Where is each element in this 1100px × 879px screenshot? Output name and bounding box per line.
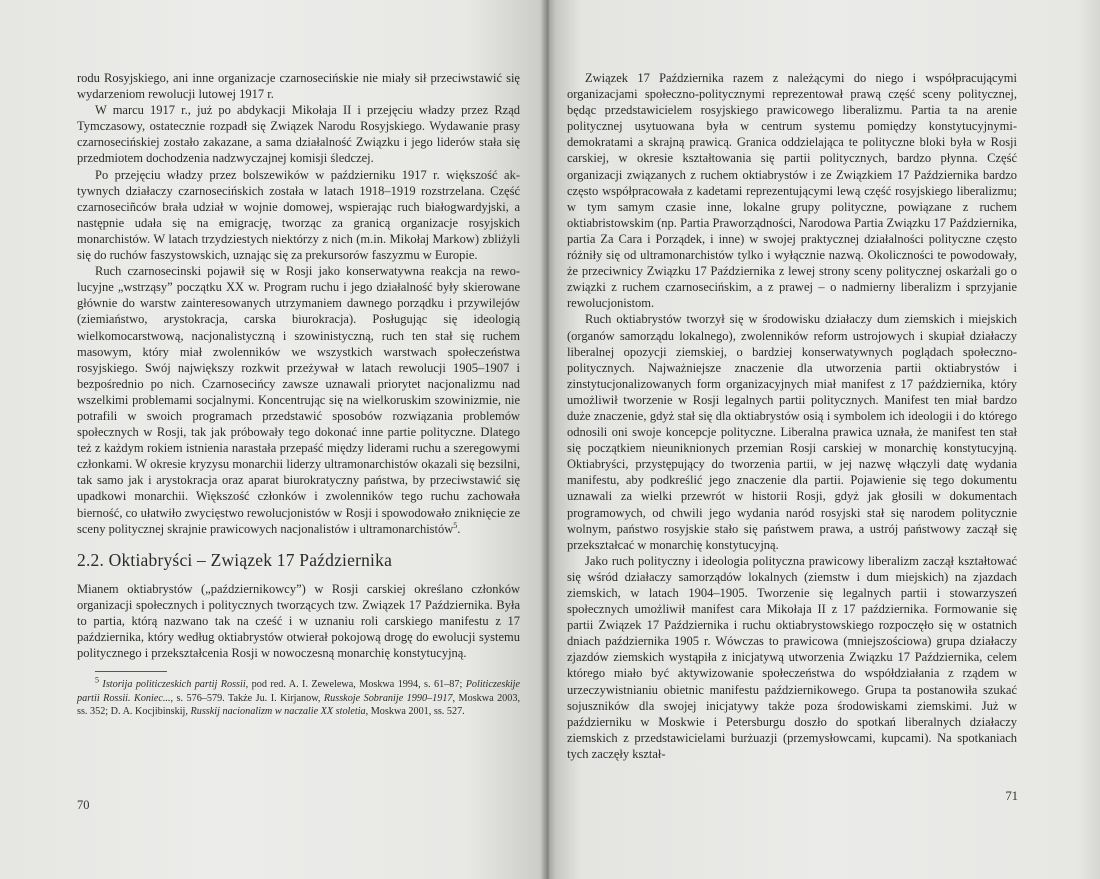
page-number-right: 71 — [1005, 789, 1018, 803]
left-text-column — [77, 70, 520, 719]
left-page — [0, 0, 548, 879]
section-paragraph: Mianem oktiabrystów („październikowcy”) w Rosji carskiej określano członków organizacji społecznych i politycznych tworzących tzw. Związek 17 Października. Była to partia, którą nazwano tak na cześć i w uznaniu roli carskiego manifestu z 17 października, który według oktiabrystów otwierał pokojową drogę do ewolucji systemu politycznego i przekształcenia Rosji w nowoczesną monarchię konstytucyjną. — [77, 581, 520, 661]
right-page — [548, 0, 1100, 879]
left-paragraph-3: Po przejęciu władzy przez bolszewików w październiku 1917 r. większość aktywnych działaczy czarnosecińskich została w latach 1918–1919 rozstrzelana. Część czarnoseciñców brała udział w wojnie domowej, wspierając ruch białogwardyjski, a następnie udała się na emigrację, tworząc za granicą organizacje rosyjskich monarchistów. W latach trzydziestych niektórzy z nich (m.in. Mikołaj Markow) zbliżyli się do ruchów faszystowskich, uznając się za prekursorów faszyzmu w Europie. — [77, 167, 520, 263]
footnote-title-3: Russkoje Sobranije 1990–1917 — [323, 692, 453, 704]
right-paragraph-1: Związek 17 Października razem z należącymi do niego i współpracującymi organizacjami społeczno-politycznymi reprezentował prawą część sceny politycznej, będąc przedstawicielem rosyjskiego prawicowego liberalizmu. Partia ta na arenie politycznej usytuowana była w centrum systemu pomiędzy konstytucyjnymi-demokratami a skrajną prawicą. Granica oddzielająca te polityczne bloki była w Rosji carskiej, w okresie kształtowania się partii politycznych, bardzo płynna. Część organizacji związanych z ruchem oktiabrystów i ze Związkiem 17 Października bardzo często współpracowała z kadetami reprezentującymi lewą część rosyjskiego liberalizmu; w tym samym czasie inne, lokalne grupy polityczne, powiązane z ruchem oktiabristowskim (np. Partia Praworządności, Narodowa Partia Związku 17 Października, partia Za Cara i Porządek, i inne) w swojej praktycznej działalności polityczne często różniły się od ultramonarchistów tylko i wyłącznie nazwą. Okoliczności te powodowały, że przeciwnicy Związku 17 Października z lewej strony sceny politycznej oskarżali go o związki z ruchem czarnosecińskim, a z prawej – o nadmierny liberalizm i sprzyjanie rewolucjonistom. — [567, 71, 1017, 311]
left-paragraph-2: W marcu 1917 r., już po abdykacji Mikołaja II i przejęciu władzy przez Rząd Tymczasowy, ostatecznie rozpadł się Związek Narodu Rosyjskiego. Wydawanie prasy czarnosecińskiej zostało zakazane, a sama działalność Związku i jego liderów stała się przedmiotem dochodzenia nadzwyczajnej komisji śledczej. — [77, 103, 520, 166]
left-paragraph-4-text: Ruch czarnosecinski pojawił się w Rosji jako konserwatywna reakcja na rewolucyjne „wstrząsy” początku XX w. Program ruchu i jego działalność były skierowane głównie do warstw zainteresowanych utrzymaniem dawnego porządku i przywilejów (ziemiaństwo, arystokracja, carska biurokracja). Posługując się ideologią wielkomocarstwową, nacjonalistyczną i szowinistyczną, ruch ten stał się ruchem masowym, który miał zwolenników we wszystkich warstwach społeczeństwa rosyjskiego. Swój największy rozkwit przeżywał w latach rewolucji 1905–1907 i bezpośrednio po nich. Czarnosecińcy zawsze uznawali priorytet nacjonalizmu nad wszelkimi problemami socjalnymi. Koncentrując się na wielkoruskim szowinizmie, nie potrafili w swoich programach przedstawić sposobów rozwiązania problemów społecznych w Rosji, tak jak próbowały tego dokonać inne partie polityczne. Dlatego też z każdym rokiem istnienia narastała przepaść między liderami ruchu a szeregowymi członkami. W okresie kryzysu monarchii liderzy ultramonarchistów okazali się bezsilni, tak samo jak i arystokracja oraz aparat biurokratyczny państwa, by przeciwstawić się upadkowi monarchii. Większość członków i zwolenników tego ruchu zachowała bierność, co ułatwiło zwycięstwo rewolucjonistów w Rosji i spowodowało zniknięcie ze sceny politycznej skrajnie prawicowych nacjonalistów i ultramonarchistów — [77, 264, 520, 536]
footnote-text-1: , pod red. A. I. Zewelewa, Moskwa 1994, s. 61–87; — [245, 679, 466, 691]
right-paragraph-3: Jako ruch polityczny i ideologia polityczna prawicowy liberalizm zaczął kształtować się wśród działaczy samorządów lokalnych (ziemstw i dum miejskich) na zjazdach ziemskich, w latach 1904–1905. Tworzenie się legalnych partii i stowarzyszeń społecznych umożliwił manifest cara Mikołaja II z 17 października. Formowanie się partii Związek 17 Października i ruchu oktiabrystowskiego rozpoczęło się w ostatnich dniach października 1905 r. Wówczas to prawicowa (mniejszościowa) grupa działaczy zjazdów ziemskich wystąpiła z inicjatywą utworzenia Związku 17 Października, celem którego miało być aktywizowanie społeczeństwa do współdziałania z rządem w urzeczywistnianiu obietnic manifestu październikowego. Grupa ta postanowiła szukać sojuszników dla swojej inicjatywy także poza środowiskami ziemskimi. Już w październiku w Moskwie i Petersburgu doszło do spotkań liberalnych działaczy ziemskich z przedstawicielami burżuazji (przemysłowcami, kupcami). Na spotkaniach tych zaczęły kształ- — [567, 553, 1017, 761]
right-paragraph-2: Ruch oktiabrystów tworzył się w środowisku działaczy dum ziemskich i miejskich (organów samorządu lokalnego), zwolenników reform ustrojowych i skupiał działaczy liberalnej opozycji ziemskiej, o bardziej konserwatywnych poglądach społeczno-politycznych. Najważniejsze znaczenie dla utworzenia partii oktiabrystów i zinstytucjonalizowanych form organizacyjnych miał manifest z 17 października, który umożliwił tworzenie w Rosji legalnych partii politycznych. Manifest ten miał bardzo duże znaczenie, gdyż stał się dla oktiabrystów osią i symbolem ich ideologii i do którego odnosili oni swoje koncepcje polityczne. Liberalna prawica uznała, że manifest ten stał się początkiem nieuniknionych przemian Rosji carskiej w monarchię konstytucyjną. Oktiabryści, przystępujący do tworzenia partii, w jej nazwę włączyli datę wydania manifestu, aby podkreślić jego znaczenie dla partii. Pojawienie się tego dokumentu uznawali za wielki przewrót w historii Rosji, gdyż jak głosili w dokumentach programowych, od chwili jego wydania naród rosyjski stał się narodem politycznie wolnym, państwo rosyjskie stało się państwem prawa, a ustrój państwowy zaczął się przekształcać w monarchię konstytucyjną. — [567, 312, 1017, 552]
right-text-column — [567, 70, 1017, 762]
footnote-number: 5 — [95, 675, 99, 685]
footnote-title-1: Istorija politiczeskich partij Rossii — [102, 679, 246, 691]
left-paragraph-4-end: . — [457, 521, 461, 536]
footnote-reference: 5 — [453, 520, 458, 530]
left-paragraph-1: rodu Rosyjskiego, ani inne organizacje czarnosecińskie nie miały sił przeciwstawić się wydarzeniom rewolucji lutowej 1917 r. — [77, 71, 520, 102]
left-paragraph-4 — [77, 263, 520, 537]
footnote-text-3: , Moskwa 2003, ss. 352; D. A. Kocjibinskij, — [77, 692, 521, 718]
footnote-separator — [95, 671, 167, 672]
footnote — [77, 675, 521, 719]
footnote-text-4: , Moskwa 2001, ss. 527. — [365, 706, 465, 718]
footnote-text-2: , s. 576–579. Także Ju. I. Kirjanow, — [170, 692, 324, 704]
footnote-title-4: Russkij nacionalizm w naczalie XX stoletia — [190, 706, 366, 718]
footnote-title-2: Politiczeskije partii Rossii. Koniec... — [77, 679, 521, 704]
section-heading: 2.2. Oktiabryści – Związek 17 Października — [77, 549, 393, 570]
page-number-left: 70 — [77, 798, 90, 812]
